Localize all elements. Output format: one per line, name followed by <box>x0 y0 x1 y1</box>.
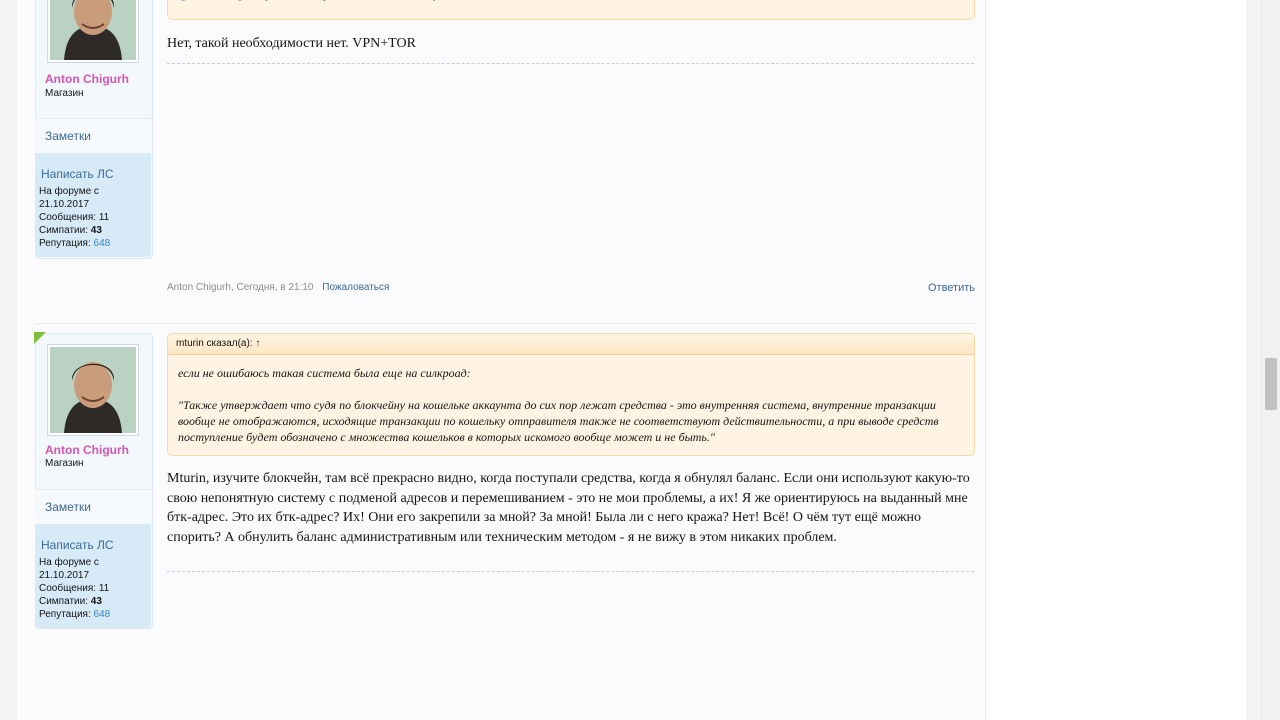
send-pm-link[interactable]: Написать ЛС <box>41 167 114 181</box>
post-1 <box>35 0 975 320</box>
send-pm-link[interactable]: Написать ЛС <box>41 538 114 552</box>
avatar[interactable] <box>47 0 139 63</box>
user-stats <box>39 556 110 621</box>
forum-since-date: 21.10.2017 <box>39 199 90 210</box>
report-link[interactable]: Пожаловаться <box>322 282 390 293</box>
post-author[interactable]: Anton Chigurh <box>167 282 231 293</box>
post-meta <box>167 282 389 293</box>
quote-box <box>167 0 975 20</box>
reputation-stat: Репутация: 648 <box>39 238 111 249</box>
forum-since-label: На форуме с <box>39 186 99 197</box>
user-stats <box>39 185 110 250</box>
likes-stat: Симпатии: 43 <box>39 225 102 236</box>
quote-line: "Также утверждает что судя по блокчейну на кошельке аккаунта до сих пор лежат средства - это внутренняя система, внутренние транзакции вообще не отображаются, исходящие транзакции по кошельку отправителя также не соответствуют действительности, а при выводе средств поступление будет обозначено с множества кошельков в которых искомого вообще может и не быть." <box>178 398 939 444</box>
message-text: Нет, такой необходимости нет. VPN+TOR <box>167 36 416 51</box>
post-divider <box>35 323 975 324</box>
messages-stat: Сообщения: 11 <box>39 583 110 594</box>
messages-stat: Сообщения: 11 <box>39 212 110 223</box>
post-2 <box>35 333 975 633</box>
notes-block <box>35 489 151 525</box>
quote-text <box>178 0 465 2</box>
user-extra <box>35 153 151 257</box>
scrollbar-thumb[interactable] <box>1265 358 1277 410</box>
avatar[interactable] <box>47 344 139 436</box>
reputation-stat: Репутация: 648 <box>39 609 111 620</box>
scrollbar[interactable] <box>1261 0 1280 720</box>
username[interactable]: Anton Chigurh <box>45 72 129 86</box>
reply-link[interactable]: Ответить <box>927 282 975 294</box>
quote-body <box>168 355 974 455</box>
message-separator <box>167 63 974 64</box>
user-title: Магазин <box>45 458 84 469</box>
online-indicator <box>34 332 46 344</box>
forum-since-date: 21.10.2017 <box>39 570 90 581</box>
message-text: Mturin, изучите блокчейн, там всё прекрасно видно, когда поступали средства, когда я обнулял баланс. Если они используют какую-то свою непонятную систему с подменой адресов и перемешиванием - это не мои проблемы, а их! Я же ориентируюсь на выданный мне бтк-адрес. Это их бтк-адрес? Их! Они его закрепили за мной? За мной! Была ли с него кража? Нет! Всё! О чём тут ещё можно спорить? А обнулить баланс административным или техническим методом - я не вижу в этом никаких проблем. <box>167 471 970 545</box>
avatar-portrait <box>50 347 136 433</box>
quote-header[interactable]: mturin сказал(а): ↑ <box>168 334 974 355</box>
quote-mention[interactable] <box>178 0 261 1</box>
avatar-portrait <box>50 0 136 60</box>
notes-link[interactable]: Заметки <box>45 500 91 514</box>
quote-line: если не ошибаюсь такая система была еще на силкроад: <box>178 366 471 380</box>
username[interactable]: Anton Chigurh <box>45 443 129 457</box>
right-column <box>986 0 1246 720</box>
likes-stat: Симпатии: 43 <box>39 596 102 607</box>
user-title: Магазин <box>45 88 84 99</box>
quote-box <box>167 333 975 456</box>
notes-block <box>35 118 151 154</box>
post-date[interactable]: , Сегодня, в 21:10 <box>230 282 314 293</box>
notes-link[interactable]: Заметки <box>45 129 91 143</box>
message-separator <box>167 571 974 572</box>
forum-since-label: На форуме с <box>39 557 99 568</box>
user-extra <box>35 524 151 628</box>
